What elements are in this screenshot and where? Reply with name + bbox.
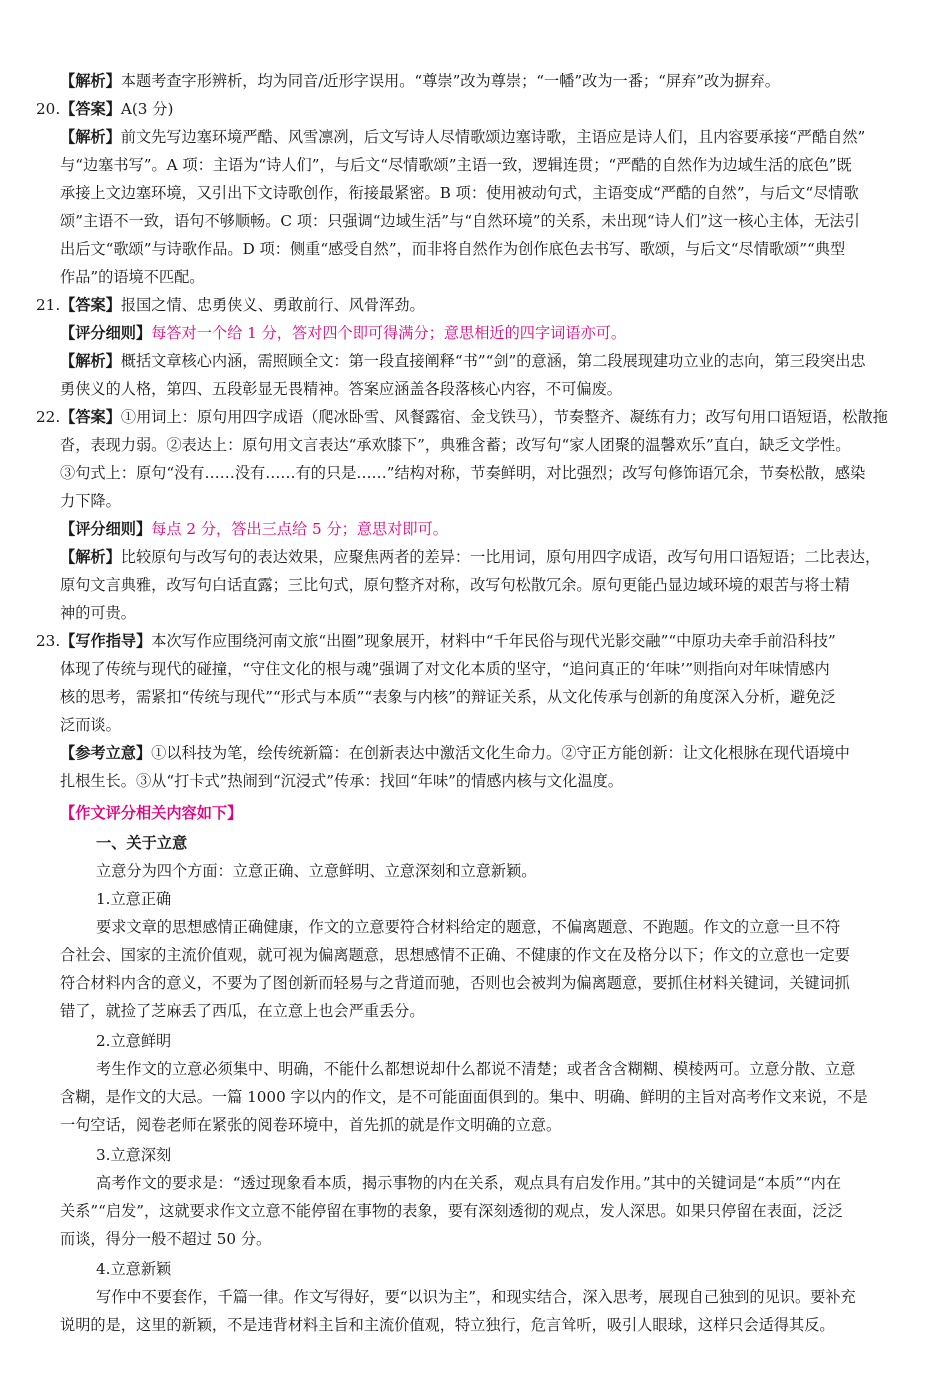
item-text: 高考作文的要求是：“透过现象看本质，揭示事物的内在关系，观点具有启发作用。”其中的关键词是“本质”“内在 — [96, 1174, 842, 1192]
q23-guide-line — [36, 630, 836, 652]
q22-answer-text: 力下降。 — [60, 492, 121, 510]
answer-tag: 【答案】 — [60, 408, 121, 426]
item-text: 含糊，是作文的大忌。一篇 1000 字以内的作文，是不可能面面俱到的。集中、明确、鲜明的主旨对高考作文来说，不是 — [60, 1088, 868, 1106]
item-text: 符合材料内含的意义，不要为了图创新而轻易与之背道而驰，否则也会被判为偏离题意，要抓住材料关键词，关键词抓 — [60, 974, 850, 992]
q22-answer-line — [36, 406, 888, 428]
q22-analysis-text: 比较原句与改写句的表达效果，应聚焦两者的差异：一比用词，原句用四字成语，改写句用口语短语；二比表达， — [120, 548, 881, 566]
idea-tag: 【参考立意】 — [60, 744, 152, 762]
q22-analysis-text: 原句文言典雅，改写句白话直露；三比句式，原句整齐对称，改写句松散冗余。原句更能凸显边域环境的艰苦与将士精 — [60, 576, 850, 594]
item-text: 写作中不要套作，千篇一律。作文写得好，要“以识为主”，和现实结合，深入思考，展现自己独到的见识。要补充 — [96, 1288, 856, 1306]
analysis-tag: 【解析】 — [60, 548, 121, 566]
q23-idea-text: 扎根生长。③从“打卡式”热闹到“沉浸式”传承：找回“年味”的情感内核与文化温度。 — [60, 772, 623, 790]
q20-analysis-text: 作品”的语境不匹配。 — [60, 268, 205, 286]
item-text: 而谈，得分一般不超过 50 分。 — [60, 1230, 272, 1248]
q20-analysis-text: 与“边塞书写”。A 项：主语为“诗人们”，与后文“尽情歌颂”主语一致，逻辑连贯；“严酷的自然作为边域生活的底色”既 — [60, 156, 852, 174]
q22-answer-text: ③句式上：原句“没有……没有……有的只是……”结构对称，节奏鲜明，对比强烈；改写句修饰语冗余，节奏松散，感染 — [60, 464, 866, 482]
q21-analysis-text: 勇侠义的人格，第四、五段彰显无畏精神。答案应涵盖各段落核心内容，不可偏废。 — [60, 380, 622, 398]
q22-scoring: 每点 2 分，答出三点给 5 分；意思对即可。 — [151, 520, 448, 538]
q20-analysis-text: 颂”主语不一致，语句不够顺畅。C 项：只强调“边域生活”与“自然环境”的关系，未出现“诗人们”这一核心主体，无法引 — [60, 212, 860, 230]
q22-answer-text: ①用词上：原句用四字成语（爬冰卧雪、风餐露宿、金戈铁马），节奏整齐、凝练有力；改写句用口语短语，松散拖 — [120, 408, 888, 426]
q20-analysis-text: 承接上文边塞环境，又引出下文诗歌创作，衔接最紧密。B 项：使用被动句式，主语变成“严酷的自然”，与后文“尽情歌 — [60, 184, 859, 202]
item-title: 3.立意深刻 — [96, 1146, 172, 1164]
item-text: 一句空话，阅卷老师在紧张的阅卷环境中，首先抓的就是作文明确的立意。 — [60, 1116, 562, 1134]
question-number: 23. — [36, 632, 61, 650]
q22-analysis-text: 神的可贵。 — [60, 604, 136, 622]
q22-answer-text: 沓，表现力弱。②表达上：原句用文言表达“承欢膝下”，典雅含蓄；改写句“家人团聚的温馨欢乐”直白，缺乏文学性。 — [60, 436, 851, 454]
q20-analysis-line — [60, 126, 865, 148]
question-number: 22. — [36, 408, 61, 426]
analysis-tag: 【解析】 — [60, 72, 121, 90]
item-text: 关系”“启发”，这就要求作文立意不能停留在事物的表象，要有深刻透彻的观点，发人深思。如果只停留在表面，泛泛 — [60, 1202, 843, 1220]
item-text: 错了，就捡了芝麻丢了西瓜，在立意上也会严重丢分。 — [60, 1002, 425, 1020]
essay-scoring-header: 【作文评分相关内容如下】 — [60, 804, 243, 822]
item-text: 合社会、国家的主流价值观，就可视为偏离题意，思想感情不正确、不健康的作文在及格分以下；作文的立意也一定要 — [60, 946, 850, 964]
item-title: 4.立意新颖 — [96, 1260, 172, 1278]
q23-guide-text: 本次写作应围绕河南文旅“出圈”现象展开，材料中“千年民俗与现代光影交融”“中原功夫牵手前沿科技” — [151, 632, 836, 650]
question-number: 21. — [36, 296, 61, 314]
q21-analysis-line — [60, 350, 866, 372]
scoring-tag: 【评分细则】 — [60, 520, 152, 538]
question-number: 20. — [36, 100, 61, 118]
q20-answer-line — [36, 98, 173, 120]
essay-intro: 立意分为四个方面：立意正确、立意鲜明、立意深刻和立意新颖。 — [96, 862, 537, 880]
q20-analysis-text: 出后文“歌颂”与诗歌作品。D 项：侧重“感受自然”，而非将自然作为创作底色去书写、歌颂，与后文“尽情歌颂”“典型 — [60, 240, 846, 258]
answer-tag: 【答案】 — [60, 100, 121, 118]
q23-guide-text: 体现了传统与现代的碰撞，“守住文化的根与魂”强调了对文化本质的坚守，“追问真正的‘年味’”则指向对年味情感内 — [60, 660, 830, 678]
q21-analysis-text: 概括文章核心内涵，需照顾全文：第一段直接阐释“书”“剑”的意涵，第二段展现建功立业的志向，第三段突出忠 — [120, 352, 866, 370]
scoring-tag: 【评分细则】 — [60, 324, 152, 342]
q19-analysis-line — [60, 70, 780, 92]
q23-guide-text: 泛而谈。 — [60, 716, 121, 734]
q22-scoring-line — [60, 518, 448, 540]
item-text: 要求文章的思想感情正确健康，作文的立意要符合材料给定的题意，不偏离题意、不跑题。作文的立意一旦不符 — [96, 918, 841, 936]
q21-answer: 报国之情、忠勇侠义、勇敢前行、风骨浑劲。 — [120, 296, 425, 314]
answer-tag: 【答案】 — [60, 296, 121, 314]
analysis-tag: 【解析】 — [60, 128, 121, 146]
q23-guide-text: 核的思考，需紧扣“传统与现代”“形式与本质”“表象与内核”的辩证关系，从文化传承与创新的角度深入分析，避免泛 — [60, 688, 836, 706]
item-text: 说明的是，这里的新颖，不是违背材料主旨和主流价值观，特立独行，危言耸听，吸引人眼球，这样只会适得其反。 — [60, 1316, 835, 1334]
q20-answer: A(3 分) — [120, 100, 174, 118]
q21-answer-line — [36, 294, 425, 316]
q22-analysis-line — [60, 546, 880, 568]
q21-scoring: 每答对一个给 1 分，答对四个即可得满分；意思相近的四字词语亦可。 — [151, 324, 627, 342]
q23-idea-line — [60, 742, 850, 764]
q23-idea-text: ①以科技为笔，绘传统新篇：在创新表达中激活文化生命力。②守正方能创新：让文化根脉在现代语境中 — [151, 744, 850, 762]
q20-analysis-text: 前文先写边塞环境严酷、风雪凛冽，后文写诗人尽情歌颂边塞诗歌，主语应是诗人们，且内容要承接“严酷自然” — [120, 128, 866, 146]
section-title: 一、关于立意 — [96, 834, 188, 852]
analysis-tag: 【解析】 — [60, 352, 121, 370]
q21-scoring-line — [60, 322, 626, 344]
q19-analysis: 本题考查字形辨析，均为同音/近形字误用。“尊崇”改为尊崇；“一幡”改为一番；“屏弃”改为摒弃。 — [120, 72, 780, 90]
item-title: 2.立意鲜明 — [96, 1032, 172, 1050]
item-title: 1.立意正确 — [96, 890, 172, 908]
item-text: 考生作文的立意必须集中、明确，不能什么都想说却什么都说不清楚；或者含含糊糊、模棱两可。立意分散、立意 — [96, 1060, 856, 1078]
guide-tag: 【写作指导】 — [60, 632, 152, 650]
